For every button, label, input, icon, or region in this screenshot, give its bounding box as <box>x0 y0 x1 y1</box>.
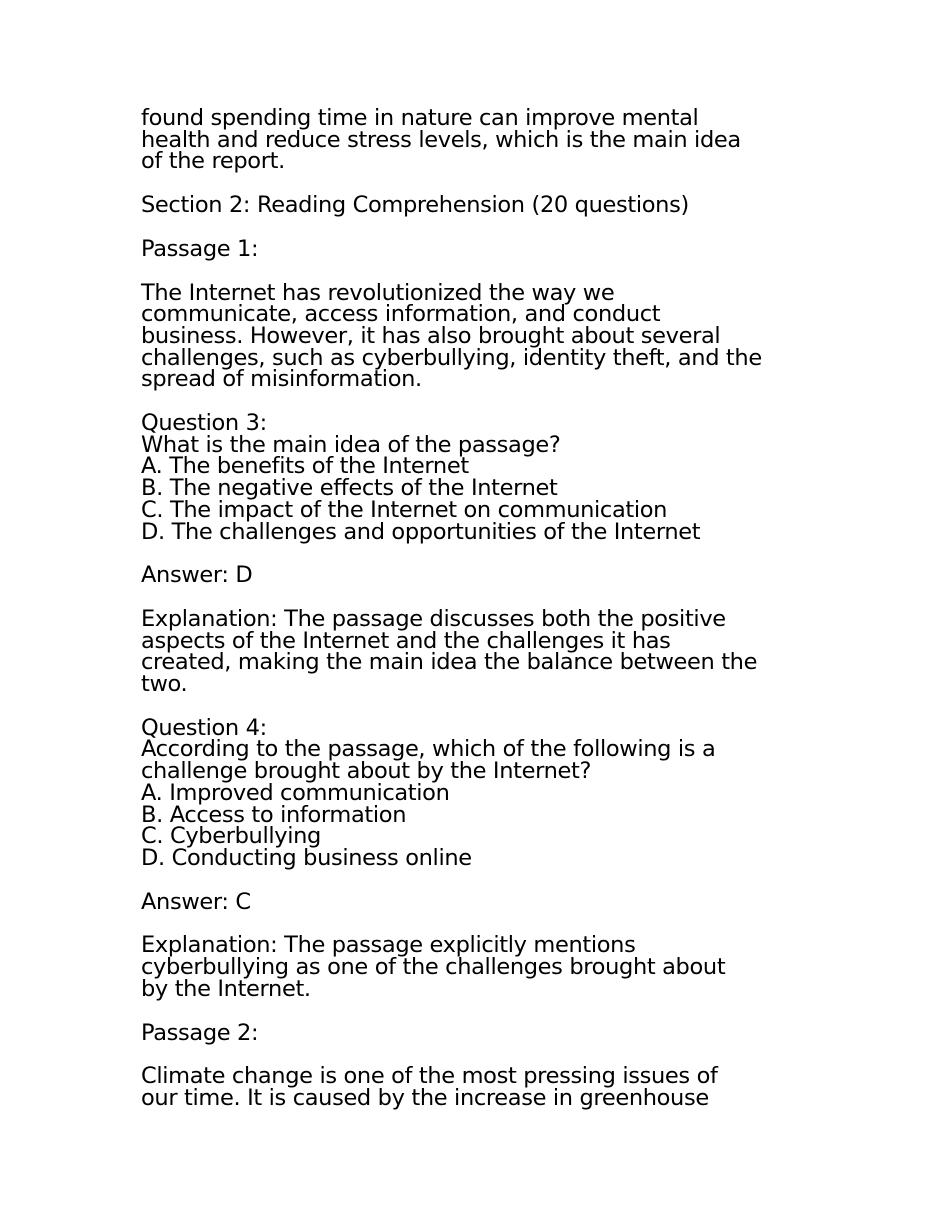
question-4-explanation <box>141 932 821 1002</box>
intro-line: of the report. <box>141 148 285 175</box>
question-4-prompt-line: According to the passage, which of the following is a <box>141 736 716 763</box>
question-3-explanation-line: Explanation: The passage discusses both the positive <box>141 605 726 632</box>
passage-2-label <box>141 1019 821 1046</box>
intro-paragraph <box>141 105 821 175</box>
passage-1-line: communicate, access information, and conduct <box>141 301 661 328</box>
question-3-explanation <box>141 605 821 698</box>
question-3-explanation-line: two. <box>141 671 188 698</box>
intro-line: health and reduce stress levels, which is the main idea <box>141 126 741 153</box>
intro-line: found spending time in nature can improve mental <box>141 105 699 131</box>
question-3-prompt: What is the main idea of the passage? <box>141 431 561 458</box>
question-3-option-d: D. The challenges and opportunities of the Internet <box>141 518 701 545</box>
question-4-explanation-line: by the Internet. <box>141 975 311 1002</box>
question-3-label: Question 3: <box>141 410 267 437</box>
section-heading-text: Section 2: Reading Comprehension (20 questions) <box>141 192 689 219</box>
passage-1-line: The Internet has revolutionized the way we <box>141 279 615 306</box>
passage-1-line: challenges, such as cyberbullying, identity theft, and the <box>141 344 762 371</box>
question-4-option-a: A. Improved communication <box>141 779 450 806</box>
passage-1-line: business. However, it has also brought about several <box>141 322 721 349</box>
passage-1-label <box>141 235 821 262</box>
question-4-option-b: B. Access to information <box>141 801 407 828</box>
passage-2-text <box>141 1063 821 1111</box>
question-4-block <box>141 714 821 871</box>
question-4-explanation-line: Explanation: The passage explicitly mentions <box>141 932 636 959</box>
question-3-option-c: C. The impact of the Internet on communication <box>141 496 668 523</box>
passage-1-text <box>141 279 821 393</box>
question-3-explanation-line: created, making the main idea the balance between the <box>141 649 758 676</box>
passage-1-label-text: Passage 1: <box>141 235 259 262</box>
question-4-answer-text: Answer: C <box>141 888 251 915</box>
section-heading <box>141 192 821 219</box>
question-4-prompt-line: challenge brought about by the Internet? <box>141 758 592 785</box>
passage-1-line: spread of misinformation. <box>141 366 422 393</box>
passage-2-line: our time. It is caused by the increase in greenhouse <box>141 1084 709 1111</box>
question-4-option-c: C. Cyberbullying <box>141 823 321 850</box>
passage-2-label-text: Passage 2: <box>141 1019 259 1046</box>
question-4-label: Question 4: <box>141 714 267 741</box>
question-3-explanation-line: aspects of the Internet and the challenges it has <box>141 627 671 654</box>
question-4-explanation-line: cyberbullying as one of the challenges brought about <box>141 954 726 981</box>
passage-2-line: Climate change is one of the most pressing issues of <box>141 1063 718 1090</box>
question-4-answer <box>141 888 821 915</box>
question-3-option-a: A. The benefits of the Internet <box>141 453 469 480</box>
question-3-block <box>141 410 821 545</box>
question-3-answer-text: Answer: D <box>141 562 253 589</box>
document-content <box>141 105 821 1132</box>
question-3-option-b: B. The negative effects of the Internet <box>141 475 558 502</box>
question-3-answer <box>141 562 821 589</box>
question-4-option-d: D. Conducting business online <box>141 844 472 871</box>
